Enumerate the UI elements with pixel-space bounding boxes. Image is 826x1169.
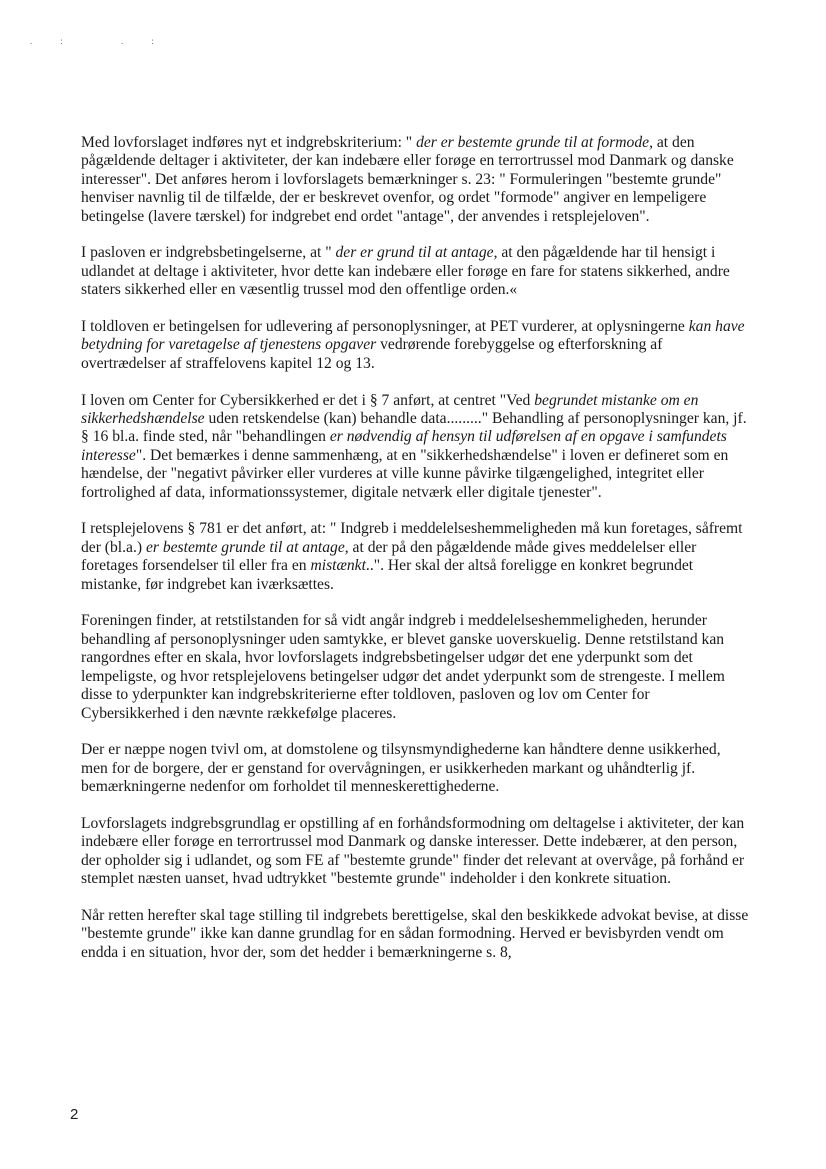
document-body <box>81 134 751 962</box>
italic-text: der er grund til at antage <box>335 244 494 262</box>
paragraph <box>81 318 751 373</box>
paragraph-gap <box>81 226 751 244</box>
text-run: , at den pågældende har til hensigt i udlandet at deltage i aktiviteter, hvor dette kan indebære eller forøge en fare for statens sikkerhed, andre staters sikkerhed eller en væsentlig trussel mod den offentlige orden.« <box>81 244 730 299</box>
paragraph <box>81 520 751 594</box>
paragraph-gap <box>81 797 751 815</box>
paragraph-gap <box>81 723 751 741</box>
paragraph <box>81 612 751 722</box>
italic-text: er nødvendig af hensyn til udførelsen af en opgave i samfundets interesse <box>81 428 727 464</box>
italic-text: begrundet mistanke om en sikkerhedshændelse <box>81 391 699 428</box>
italic-text: kan have betydning for varetagelse af tjenestens opgaver <box>81 318 745 354</box>
paragraph <box>81 392 751 502</box>
text-run: vedrørende forebyggelse og efterforskning af overtrædelser af straffelovens kapitel 12 og 13. <box>81 336 663 372</box>
paragraph <box>81 907 751 962</box>
paragraph <box>81 134 751 226</box>
text-run: I retsplejelovens § 781 er det anført, at: " Indgreb i meddelelseshemmeligheden må kun foretages, såfremt der (bl.a.) <box>81 520 743 556</box>
text-run: , at der på den pågældende måde gives meddelelser eller foretages forsendelser til eller fra en <box>81 538 697 575</box>
italic-text: er bestemte grunde til at antage <box>145 538 345 556</box>
paragraph <box>81 815 751 889</box>
text-run: ..". Her skal der altså foreligge en konkret begrundet mistanke, før indgrebet kan iværksættes. <box>81 557 694 593</box>
text-run: Foreningen finder, at retstilstanden for så vidt angår indgreb i meddelelseshemmeligheden, herunder behandling af personoplysninger uden samtykke, er blevet ganske uoverskuelig. Denne retstilstand kan rangordnes efter en skala, hvor lovforslagets indgrebsbetingelser udgør det ene yderpunkt som det lempeligste, og hvor retsplejelovens betingelser udgør det andet yderpunkt som de strengeste. I mellem disse to yderpunkter kan indgrebskriterierne efter toldloven, pasloven og lov om Center for Cybersikkerhed i den nævnte rækkefølge placeres. <box>81 612 725 722</box>
text-run: I loven om Center for Cybersikkerhed er det i § 7 anført, at centret "Ved <box>81 391 535 409</box>
paragraph-gap <box>81 300 751 318</box>
paragraph-gap <box>81 373 751 391</box>
text-run: , at den pågældende deltager i aktiviteter, der kan indebære eller forøge en terrortrussel mod Danmark og danske interesser". Det anføres herom i lovforslagets bemærkninger s. 23: " Formuleringen "bestemte grunde" henviser navnlig til de tilfælde, der er beskrevet ovenfor, og ordet "formode" angiver en lempeligere betingelse (lavere tærskel) for indgrebet end ordet "antage", der anvendes i retsplejeloven". <box>81 134 734 225</box>
paragraph-gap <box>81 502 751 520</box>
paragraph <box>81 741 751 796</box>
text-run: uden retskendelse (kan) behandle data........." Behandling af personoplysninger kan, jf. § 16 bl.a. finde sted, når "behandlingen <box>81 410 747 446</box>
text-run: ". Det bemærkes i denne sammenhæng, at en "sikkerhedshændelse" i loven er defineret som en hændelse, der "negativt påvirker eller vurderes at ville kunne påvirke tilgængelighed, integritet eller fortrolighed af data, informationssystemer, digitale netværk eller digitale tjenester". <box>81 446 729 501</box>
page-number: 2 <box>70 1106 79 1123</box>
paragraph-gap <box>81 889 751 907</box>
paragraph <box>81 244 751 299</box>
italic-text: der er bestemte grunde til at formode <box>416 134 650 151</box>
text-run: I toldloven er betingelsen for udlevering af personoplysninger, at PET vurderer, at oplysningerne <box>81 318 689 336</box>
text-run: I pasloven er indgrebsbetingelserne, at " <box>81 244 336 262</box>
italic-text: mistænkt <box>310 557 366 575</box>
text-run: Lovforslagets indgrebsgrundlag er opstilling af en forhåndsformodning om deltagelse i aktiviteter, der kan indebære eller forøge en terrortrussel mod Danmark og danske interesser. Dette indebærer, at den person, der opholder sig i udlandet, og som FE af "bestemte grunde" finder det relevant at overvåge, på forhånd er stemplet næsten uanset, hvad udtrykket "bestemte grunde" indeholder i den konkrete situation. <box>81 814 745 888</box>
text-run: Når retten herefter skal tage stilling til indgrebets berettigelse, skal den beskikkede advokat bevise, at disse "bestemte grunde" ikke kan danne grundlag for en sådan formodning. Herved er bevisbyrden vendt om endda i en situation, hvor der, som det hedder i bemærkningerne s. 8, <box>81 906 749 961</box>
paragraph-gap <box>81 594 751 612</box>
text-run: Der er næppe nogen tvivl om, at domstolene og tilsynsmyndighederne kan håndtere denne usikkerhed, men for de borgere, der er genstand for overvågningen, er usikkerheden markant og uhåndterlig jf. bemærkningerne nedenfor om forholdet til menneskerettighederne. <box>81 741 721 796</box>
text-run: Med lovforslaget indføres nyt et indgrebskriterium: " <box>81 134 417 151</box>
corner-marks: .: .: <box>30 36 182 46</box>
